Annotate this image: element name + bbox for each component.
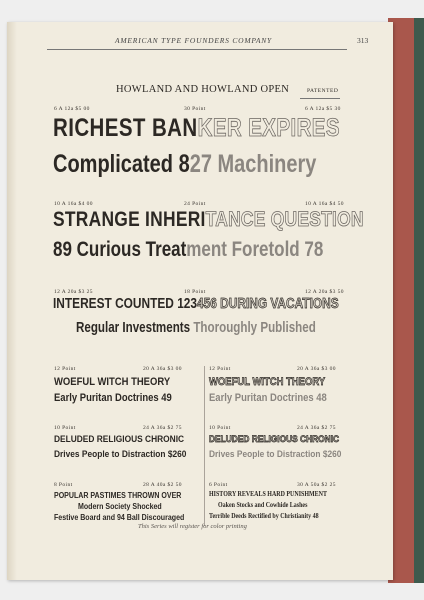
specimen-line: WOEFUL WITCH THEORY [54, 376, 171, 388]
point-size-label: 24 Point [184, 201, 206, 207]
page-gutter-shadow [7, 22, 17, 580]
dark-text: Complicated 8 [53, 150, 190, 178]
specimen-line [53, 238, 323, 262]
specimen-line: POPULAR PASTIMES THROWN OVER [54, 491, 182, 500]
running-head: AMERICAN TYPE FOUNDERS COMPANY [115, 36, 272, 45]
point-size-label: 30 Point [184, 106, 206, 112]
specimen-line: Drives People to Distraction $260 [54, 449, 187, 460]
specimen-line-grey: Early Puritan Doctrines 48 [209, 392, 327, 404]
font-info-left: 20 A 36a $3 00 [143, 366, 182, 372]
font-info-left: 24 A 36a $2 75 [143, 425, 182, 431]
point-size-label: 10 Point [54, 425, 76, 431]
specimen-line: Terrible Deeds Rectified by Christianity 48 [209, 513, 319, 520]
column-divider [204, 366, 205, 526]
specimen-line: Modern Society Shocked [78, 502, 162, 511]
dark-text: INTEREST COUNTED 123 [53, 296, 198, 312]
specimen-line-outline: DELUDED RELIGIOUS CHRONIC [209, 434, 340, 445]
header-rule [47, 49, 347, 50]
font-info-right: 10 A 16a $4 50 [305, 201, 344, 207]
font-info-left: 6 A 12a $5 00 [54, 106, 90, 112]
patented-underline [300, 98, 340, 99]
font-info-right: 30 A 50a $2 25 [297, 482, 336, 488]
point-size-label: 12 Point [54, 366, 76, 372]
specimen-line [53, 296, 339, 312]
outline-text: KER EXPIRES [197, 114, 340, 142]
outline-text: 456 DURING VACATIONS [197, 296, 339, 312]
specimen-line: DELUDED RELIGIOUS CHRONIC [54, 434, 185, 445]
grey-text: Thoroughly Published [193, 320, 316, 336]
dark-text: STRANGE INHERI [53, 208, 206, 231]
font-info-left: 12 A 20a $3 25 [54, 289, 93, 295]
patented-mark: PATENTED [307, 88, 339, 94]
specimen-line-outline: WOEFUL WITCH THEORY [209, 376, 326, 388]
specimen-line: Oaken Stocks and Cowhide Lashes [218, 502, 308, 509]
font-info-left: 28 A 40a $2 50 [143, 482, 182, 488]
color-printing-note: This Series will register for color printing [138, 523, 247, 530]
dark-text: 89 Curious Treat [53, 238, 187, 261]
grey-text: 27 Machinery [189, 150, 317, 178]
specimen-line [53, 114, 340, 143]
page-number: 313 [357, 36, 369, 45]
font-info-right: 6 A 12a $5 30 [305, 106, 341, 112]
point-size-label: 6 Point [209, 482, 228, 488]
point-size-label: 18 Point [184, 289, 206, 295]
specimen-line [53, 208, 364, 232]
point-size-label: 12 Point [209, 366, 231, 372]
specimen-line [76, 320, 316, 336]
specimen-line-grey: Drives People to Distraction $260 [209, 449, 342, 460]
grey-text: ment Foretold 78 [186, 238, 324, 261]
point-size-label: 8 Point [54, 482, 73, 488]
specimen-line: HISTORY REVEALS HARD PUNISHMENT [209, 491, 327, 498]
point-size-label: 10 Point [209, 425, 231, 431]
font-info-right: 20 A 36a $3 00 [297, 366, 336, 372]
specimen-title: HOWLAND AND HOWLAND OPEN [116, 84, 290, 95]
specimen-line: Festive Board and 94 Ball Discouraged [54, 513, 185, 522]
font-info-right: 24 A 36a $2 75 [297, 425, 336, 431]
specimen-line: Early Puritan Doctrines 49 [54, 392, 172, 404]
specimen-line [53, 150, 316, 179]
font-info-right: 12 A 20a $3 50 [305, 289, 344, 295]
dark-text: Regular Investments [76, 320, 194, 336]
book-spine-edge [414, 18, 424, 583]
dark-text: RICHEST BAN [53, 114, 198, 142]
outline-text: TANCE QUESTION [205, 208, 364, 231]
font-info-left: 10 A 16a $4 00 [54, 201, 93, 207]
